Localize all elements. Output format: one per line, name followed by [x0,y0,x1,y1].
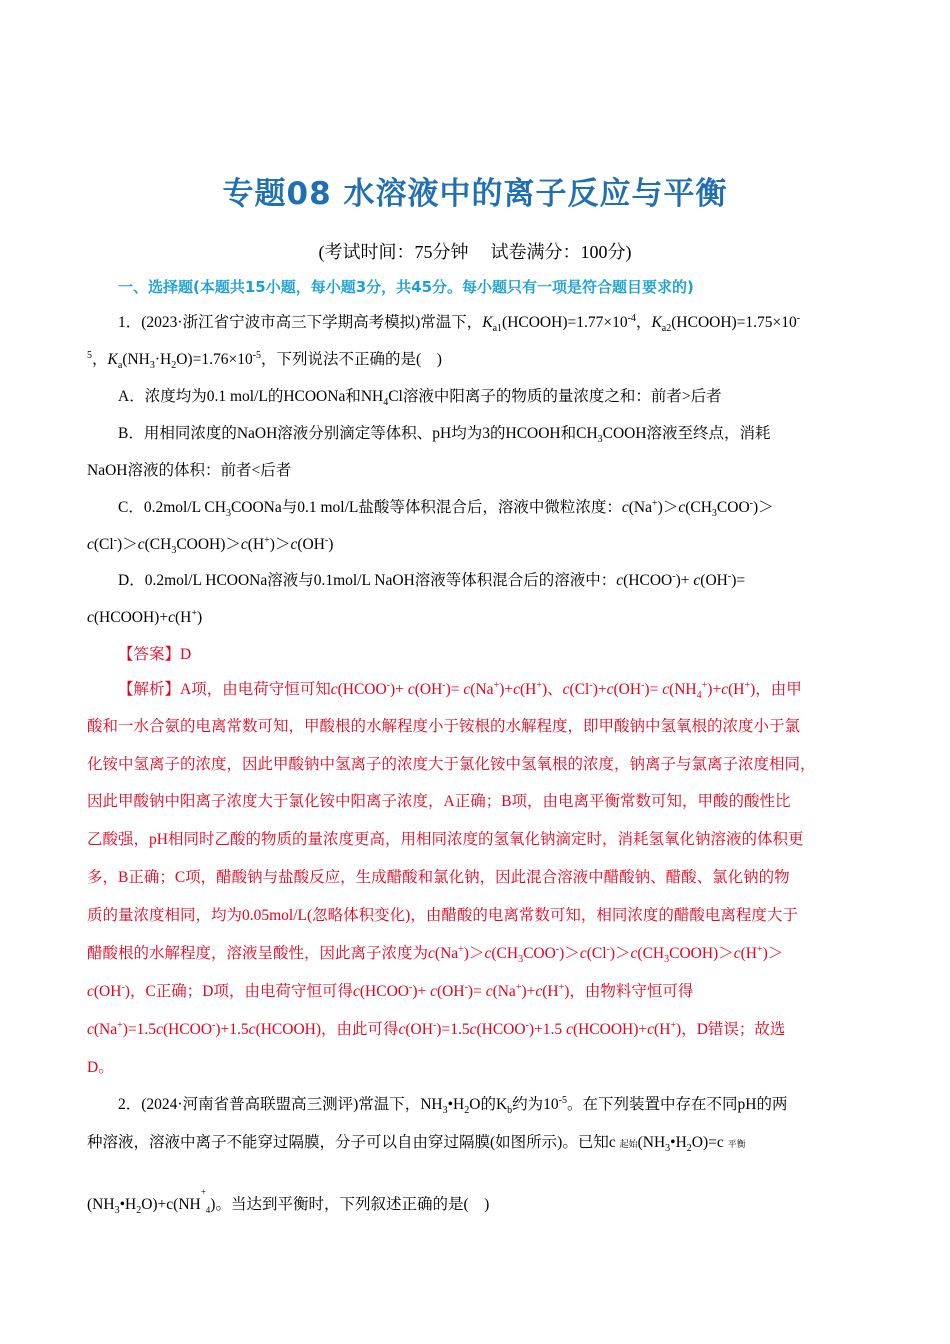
exam-info [0,238,950,264]
q1-option-b-line2: NaOH溶液的体积：前者<后者 [87,462,292,479]
q1-analysis-line5: 乙酸强，pH相同时乙酸的物质的量浓度更高，用相同浓度的氢氧化钠滴定时，消耗氢氧化钠溶液的体积更 [87,831,804,848]
q1-option-c-line2: $c(Cl^-)>c(CH_3COOH)>c(H^+)>c(OH^-)$ [87,534,334,557]
q2-stem-line3: $(NH_3•H_2O)+c(NH^+_4)$。当达到平衡时，下列叙述正确的是( ) [87,1186,490,1217]
q1-analysis-line9: c(OH-)，C正确；D项，由电荷守恒可得c(HCOO-)+ c(OH-)= c(Na+)+c(H+)，由物料守恒可得 [87,981,694,1000]
q1-option-c-line1: C．0.2mol/L $CH_3COONa$与0.1 mol/L盐酸等体积混合后，溶液中微粒浓度：$c(Na^+)>c(CH_3COO^-)>$ [118,497,774,520]
q1-stem-line1: 1．(2023·浙江省宁波市高三下学期高考模拟)常温下，$K_{a1}(HCOOH)=1.77\times 10^{-4}$，$K_{a2}(HCOOH)=1.75\times 10^-$ [118,312,801,335]
q1-analysis-line8: 醋酸根的水解程度，溶液呈酸性，因此离子浓度为$c(Na^+)>c(CH_3COO^-)>c(Cl^-)>c(CH_3COOH)>c(H^+)>$ [87,943,784,966]
q1-analysis-line10: c(Na+)=1.5c(HCOO-)+1.5c(HCOOH)，由此可得c(OH-)=1.5c(HCOO-)+1.5 c(HCOOH)+c(H+)，D错误；故选 [87,1019,786,1038]
exam-time: (考试时间：75分钟 [318,242,469,262]
q1-option-d-line1: D．0.2mol/L HCOONa溶液与0.1mol/L NaOH溶液等体积混合后的溶液中：c(HCOO-)+ c(OH-)= [118,570,746,589]
q1-analysis-line1: 【解析】A项，由电荷守恒可知c(HCOO-)+ c(OH-)= c(Na+)+c(H+)、$c(Cl^-)+c(OH^-)= c(NH_4^+)+c(H^+)$，由甲 [118,679,802,702]
q1-analysis-line2: 酸和一水合氨的电离常数可知，甲酸根的水解程度小于铵根的水解程度，即甲酸钠中氢氧根的浓度小于氯 [87,718,801,735]
q1-analysis-end: D。 [87,1059,114,1076]
q1-analysis-line7: 质的量浓度相同，均为0.05mol/L(忽略体积变化)，由醋酸的电离常数可知，相同浓度的醋酸电离程度大于 [87,907,798,924]
q1-analysis-line3: 化铵中氢离子的浓度，因此甲酸钠中氢离子的浓度大于氯化铵中氢氧根的浓度，钠离子与氯离子浓度相同， [87,756,816,773]
q2-stem-line2: 种溶液，溶液中离子不能穿过隔膜，分子可以自由穿过隔膜(如图所示)。已知c 起始$(NH_3•H_2O)=c$ 平衡 [87,1134,746,1155]
full-score: 试卷满分：100分) [490,242,632,262]
q1-option-b-line1: B．用相同浓度的NaOH溶液分别滴定等体积、pH均为3的HCOOH和$CH_3COOH$溶液至终点，消耗 [118,425,771,446]
section-heading: 一、选择题(本题共15小题，每小题3分，共45分。每小题只有一项是符合题目要求的) [118,278,694,296]
q1-stem-line2: $^5$，$K_a(NH_3\cdot H_2O)=1.76\times 10^{-5}$，下列说法不正确的是( ) [87,349,442,372]
q2-stem-line1: 2．(2024·河南省普高联盟高三测评)常温下，$NH_3•H_2O$的$K_b$约为$10^{-5}$。在下列装置中存在不同pH的两 [118,1094,788,1117]
q1-answer: 【答案】D [118,646,192,663]
page-title: 专题08 水溶液中的离子反应与平衡 [222,176,728,212]
q1-option-a: A．浓度均为0.1 mol/L的HCOONa和$NH_4Cl$溶液中阳离子的物质的量浓度之和：前者>后者 [118,388,722,409]
q1-analysis-line4: 因此甲酸钠中阳离子浓度大于氯化铵中阳离子浓度，A正确；B项，由电离平衡常数可知，甲酸的酸性比 [87,793,791,810]
q1-analysis-line6: 多，B正确；C项，醋酸钠与盐酸反应，生成醋酸和氯化钠，因此混合溶液中醋酸钠、醋酸、氯化钠的物 [87,869,790,886]
q1-option-d-line2: c(HCOOH)+c(H+) [87,607,203,626]
